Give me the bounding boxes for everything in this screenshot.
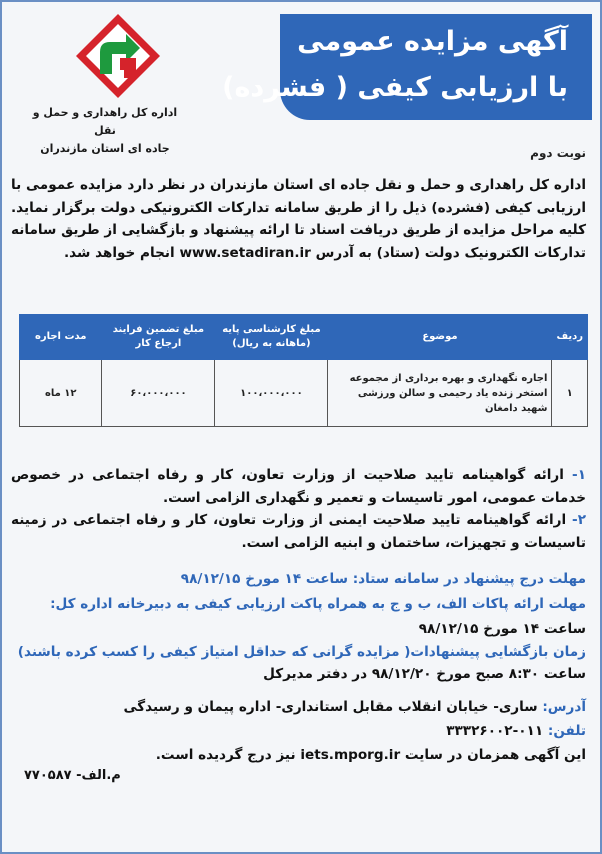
title-line-2: با ارزیابی کیفی ( فشرده): [222, 72, 568, 103]
org-line-1: اداره کل راهداری و حمل و نقل: [32, 106, 178, 137]
opening-info: [11, 642, 586, 685]
organization-name: [20, 104, 190, 158]
row-base-price: ۱۰۰،۰۰۰،۰۰۰: [215, 360, 328, 427]
condition-2-text: ارائه گواهینامه تایید صلاحیت ایمنی از وزارت تعاون، کار و رفاه اجتماعی در زمینه تاسیسات و تجهیزات، ساختمان و ابنیه الزامی است.: [11, 512, 586, 551]
round-label: نوبت دوم: [530, 146, 586, 160]
auction-table: [19, 314, 588, 427]
condition-1: [11, 464, 586, 509]
opening-label: زمان بازگشایی پیشنهادات( مزایده گرانی که حداقل امتیاز کیفی را کسب کرده باشند): [17, 644, 586, 660]
row-subject: اجاره نگهداری و بهره برداری از مجموعه استخر زنده یاد رحیمی و سالن ورزشی شهید دامغان: [328, 360, 552, 427]
footer-note: این آگهی همزمان در سایت iets.mporg.ir نیز درج گردیده است.: [155, 747, 586, 763]
opening-time: ساعت ۸:۳۰ صبح مورخ ۹۸/۱۲/۲۰ در دفتر مدیرکل: [263, 665, 586, 682]
title-banner: [222, 14, 592, 120]
row-duration: ۱۲ ماه: [20, 360, 102, 427]
condition-1-num: ۱-: [572, 467, 587, 483]
intro-text: اداره کل راهداری و حمل و نقل جاده ای استان مازندران در نظر دارد مزایده عمومی با ارزیابی کیفی (فشرده) ذیل را از طریق سامانه تدارکات الکترونیکی دولت برگزار نماید. کلیه مراحل مزایده از طریق دریافت اسناد تا ارائه پیشنهاد و بازگشایی از طریق سامانه تدارکات الکترونیک دولت (ستاد) به آدرس: [11, 177, 586, 261]
phone-line: [11, 720, 586, 742]
conditions-list: [11, 464, 586, 554]
col-num-header: ردیف: [552, 315, 588, 360]
condition-2-num: ۲-: [572, 512, 587, 528]
row-guarantee: ۶۰،۰۰۰،۰۰۰: [102, 360, 215, 427]
packets-deadline: مهلت ارائه پاکات الف، ب و ج به همراه پاکت ارزیابی کیفی به دبیرخانه اداره کل:: [50, 596, 586, 612]
row-num: ۱: [552, 360, 588, 427]
col-duration-header: مدت اجاره: [20, 315, 102, 360]
col-base-price-header: مبلغ کارشناسی پایه (ماهانه به ریال): [215, 315, 328, 360]
address-text: ساری- خیابان انقلاب مقابل استانداری- اداره پیمان و رسیدگی: [123, 699, 538, 715]
phone-number: ۰۱۱-۳۳۳۲۶۰۰۲: [446, 723, 544, 739]
condition-1-text: ارائه گواهینامه تایید صلاحیت از وزارت تعاون، کار و رفاه اجتماعی در خصوص خدمات عمومی، امور تاسیسات و تعمیر و نگهداری الزامی است.: [11, 467, 586, 506]
org-line-2: جاده ای استان مازندران: [40, 142, 170, 155]
address-label: آدرس:: [542, 699, 586, 715]
phone-label: تلفن:: [547, 723, 586, 739]
table-row: [20, 360, 588, 427]
condition-2: [11, 509, 586, 554]
road-transport-logo-icon: [74, 12, 162, 100]
col-subject-header: موضوع: [328, 315, 552, 360]
col-guarantee-header: مبلغ تضمین فرایند ارجاع کار: [102, 315, 215, 360]
table-header-row: [20, 315, 588, 360]
setad-site-link[interactable]: www.setadiran.ir: [179, 244, 311, 261]
intro-end: انجام خواهد شد.: [63, 244, 175, 261]
notice-code: م.الف- ۷۷۰۵۸۷: [24, 768, 121, 783]
submit-deadline: مهلت درج پیشنهاد در سامانه ستاد: ساعت ۱۴ مورخ ۹۸/۱۲/۱۵: [180, 571, 586, 587]
packets-deadline-time: ساعت ۱۴ مورخ ۹۸/۱۲/۱۵: [418, 621, 586, 637]
intro-paragraph: [11, 174, 586, 264]
title-line-1: آگهی مزایده عمومی: [297, 26, 568, 57]
address-line: [11, 696, 586, 718]
